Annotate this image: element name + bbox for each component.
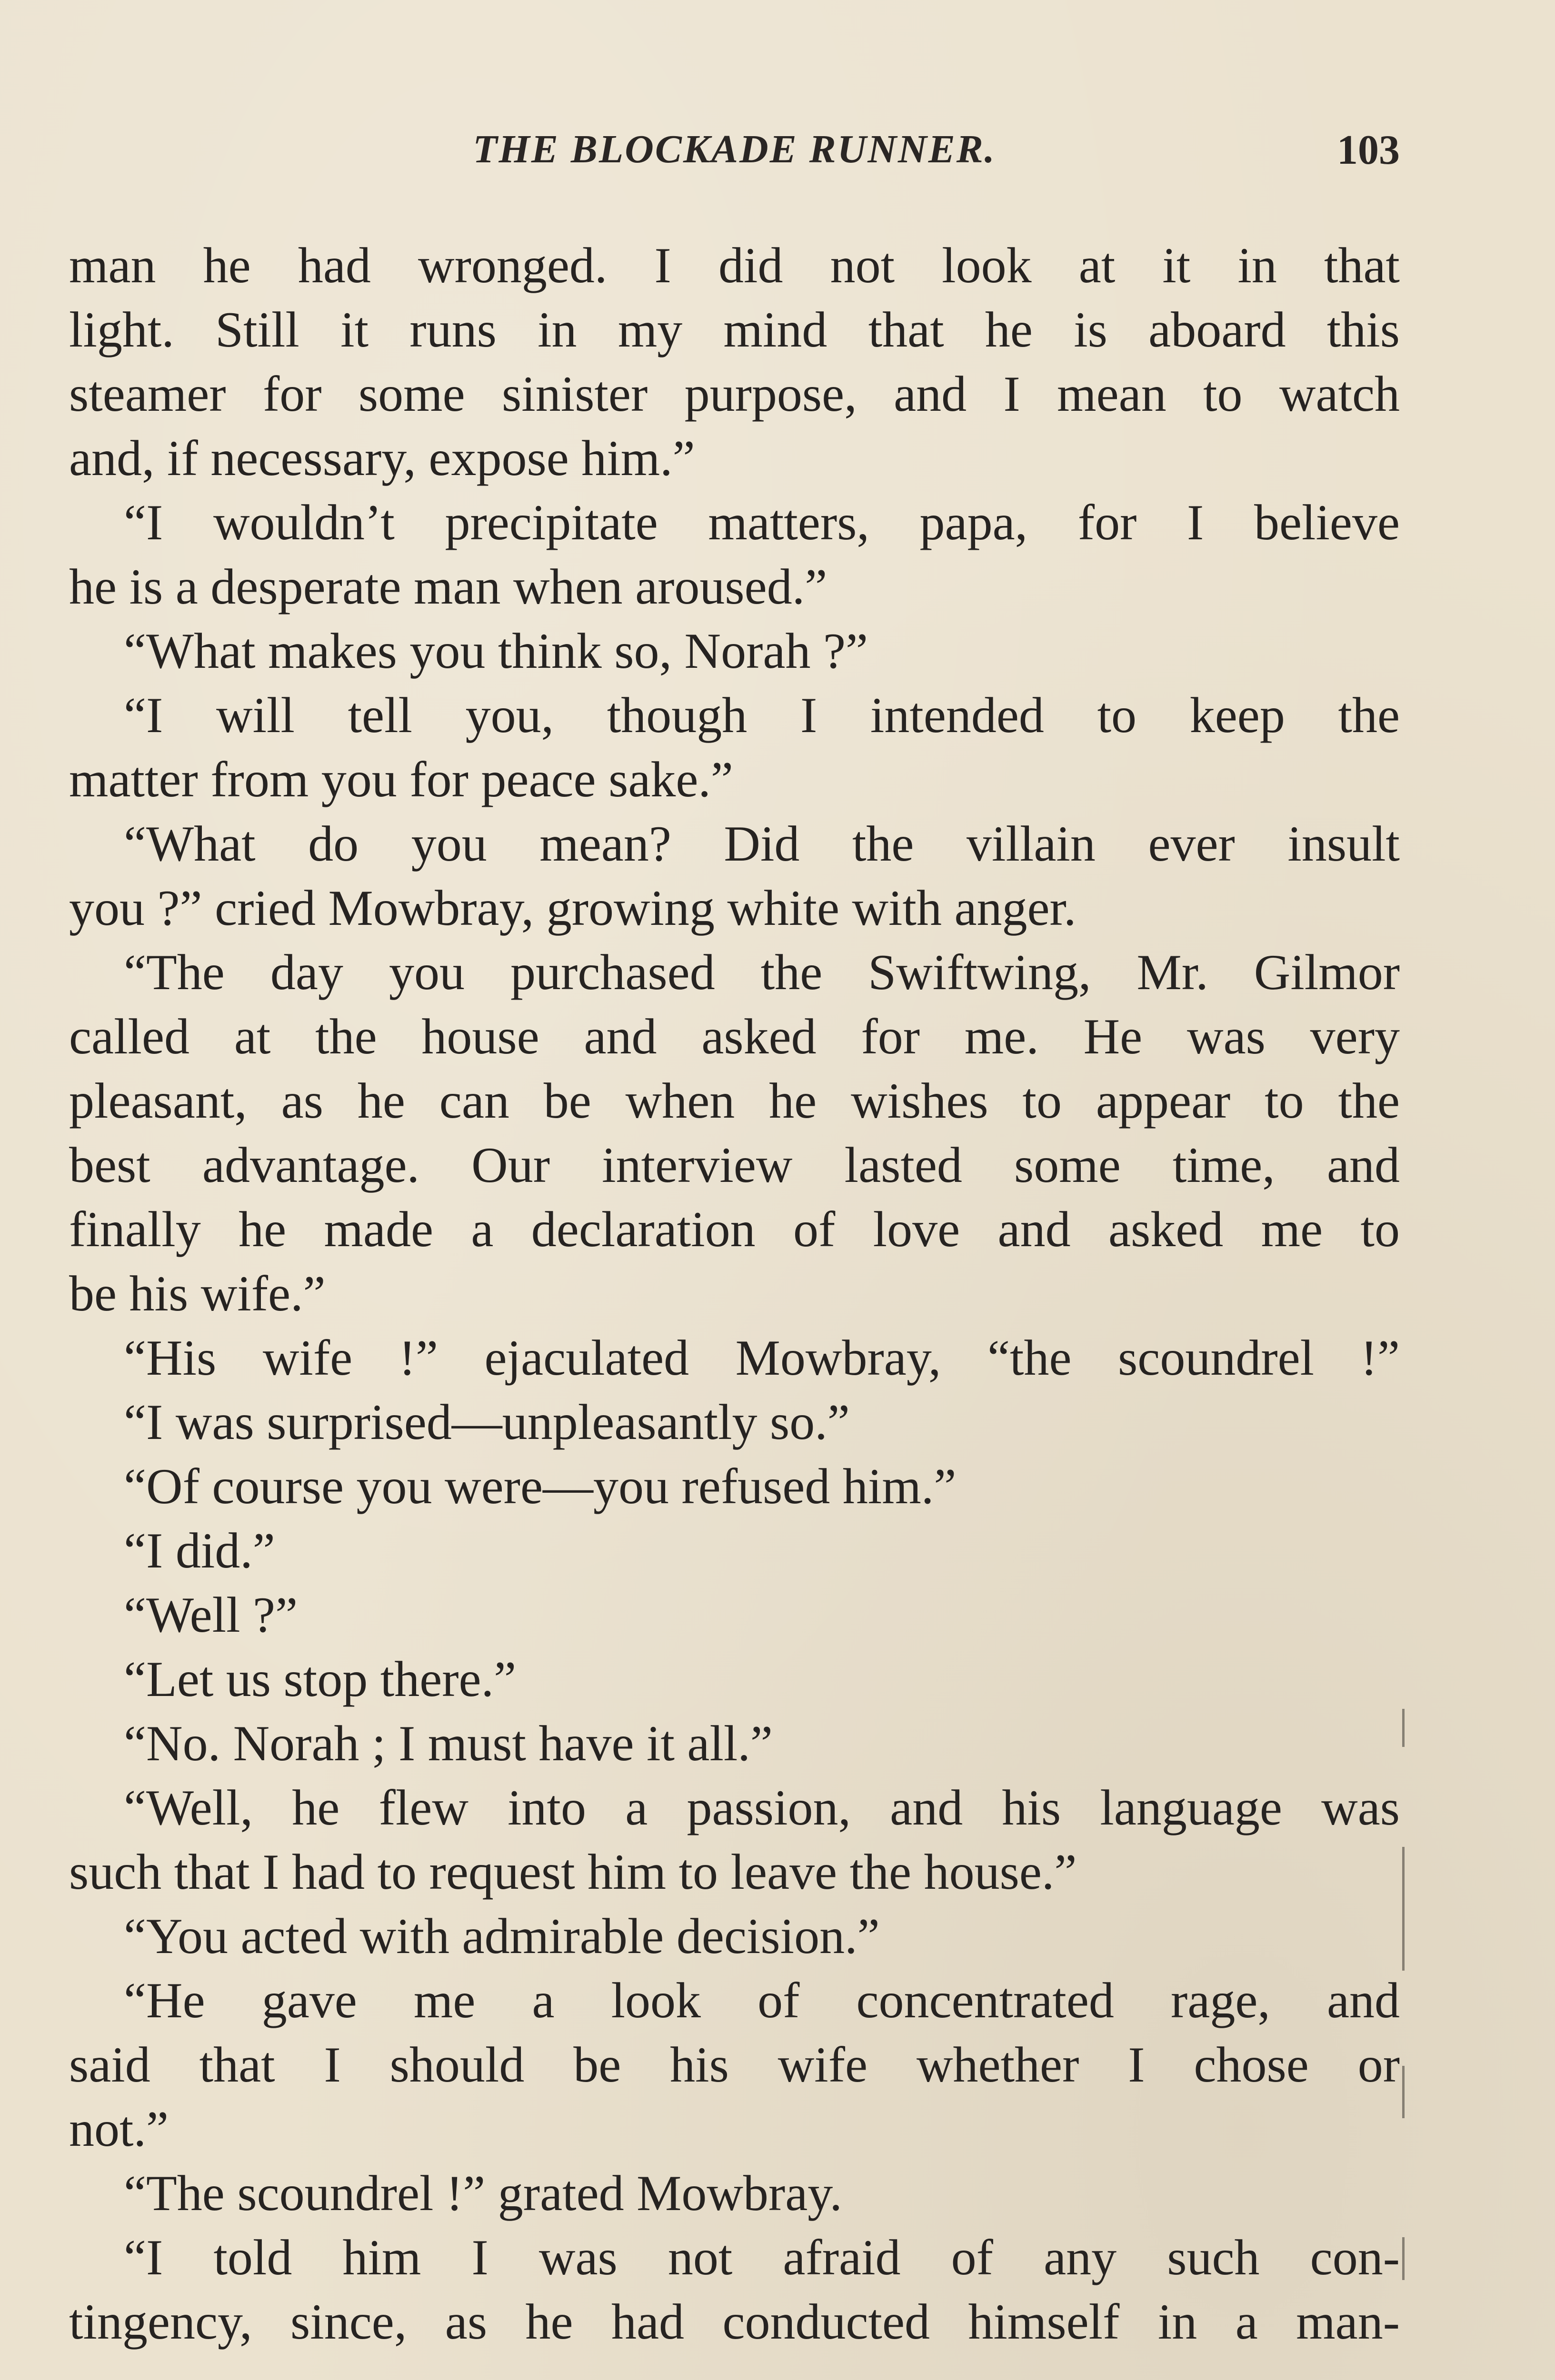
running-title: THE BLOCKADE RUNNER.: [473, 127, 996, 171]
text-line: “Let us stop there.”: [124, 1651, 517, 1707]
text-line: “Of course you were—you refused him.”: [124, 1458, 957, 1514]
text-line: “I did.”: [124, 1523, 275, 1578]
text-line: he is a desperate man when aroused.”: [69, 559, 827, 615]
text-line: such that I had to request him to leave the house.”: [69, 1844, 1077, 1900]
text-line: called at the house and asked for me. He was very: [69, 1009, 1400, 1064]
text-line: “I told him I was not afraid of any such con-: [124, 2230, 1400, 2285]
text-line: light. Still it runs in my mind that he is aboard this: [69, 302, 1400, 357]
text-line: not.”: [69, 2101, 169, 2157]
text-line: “What do you mean? Did the villain ever insult: [124, 816, 1400, 872]
text-line: tingency, since, as he had conducted himself in a man-: [69, 2294, 1400, 2350]
text-line: man he had wronged. I did not look at it in that: [69, 238, 1400, 293]
text-line: be his wife.”: [69, 1266, 326, 1321]
text-line: you ?” cried Mowbray, growing white with anger.: [69, 880, 1077, 936]
text-line: pleasant, as he can be when he wishes to appear to the: [69, 1073, 1400, 1129]
text-line: “He gave me a look of concentrated rage, and: [124, 1973, 1400, 2028]
text-line: “I wouldn’t precipitate matters, papa, for I believe: [124, 495, 1400, 550]
margin-mark: [1402, 2066, 1405, 2118]
text-line: matter from you for peace sake.”: [69, 752, 733, 807]
text-line: best advantage. Our interview lasted some time, and: [69, 1137, 1400, 1193]
text-line: steamer for some sinister purpose, and I mean to watch: [69, 366, 1400, 422]
page-header: [69, 126, 1400, 178]
margin-mark: [1402, 2237, 1405, 2280]
margin-mark: [1402, 1847, 1405, 1971]
text-line: “I was surprised—unpleasantly so.”: [124, 1394, 850, 1450]
text-line: said that I should be his wife whether I chose or: [69, 2037, 1400, 2092]
text-line: and, if necessary, expose him.”: [69, 430, 695, 486]
text-line: “Well ?”: [124, 1587, 298, 1643]
page-number: 103: [1337, 127, 1400, 173]
text-line: “No. Norah ; I must have it all.”: [124, 1716, 773, 1771]
text-line: “You acted with admirable decision.”: [124, 1908, 880, 1964]
text-line: “The scoundrel !” grated Mowbray.: [124, 2165, 842, 2221]
text-line: “The day you purchased the Swiftwing, Mr. Gilmor: [124, 944, 1400, 1000]
body-text: [69, 233, 1400, 2354]
text-line: “What makes you think so, Norah ?”: [124, 623, 868, 679]
text-line: “I will tell you, though I intended to keep the: [124, 687, 1400, 743]
margin-mark: [1402, 1709, 1405, 1747]
text-line: “Well, he flew into a passion, and his language was: [124, 1780, 1400, 1835]
text-line: “His wife !” ejaculated Mowbray, “the scoundrel !”: [124, 1330, 1400, 1386]
text-line: finally he made a declaration of love and asked me to: [69, 1201, 1400, 1257]
